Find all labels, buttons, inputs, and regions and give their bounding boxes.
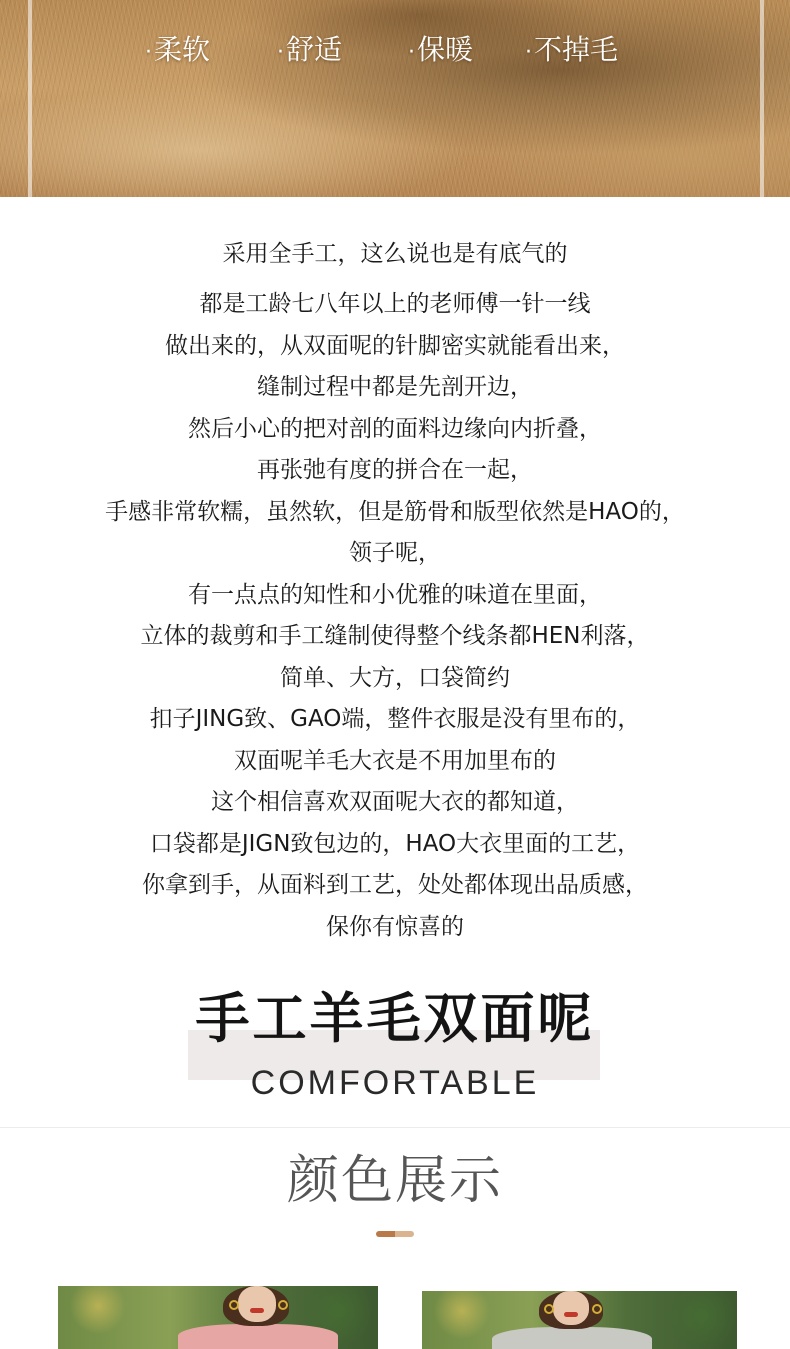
description-line: 做出来的，从双面呢的针脚密实就能看出来， [165, 332, 625, 359]
description-line: 这个相信喜欢双面呢大衣的都知道， [211, 789, 579, 815]
craft-description [0, 234, 790, 948]
description-line: 再张弛有度的拼合在一起， [257, 457, 533, 483]
earring-icon [229, 1300, 239, 1310]
feature-no-shedding [525, 28, 618, 75]
bullet-dot: · [145, 40, 152, 65]
description-line: 领子呢， [349, 540, 441, 566]
feature-label: 舒适 [286, 33, 343, 66]
description-line: 双面呢羊毛大衣是不用加里布的 [234, 747, 556, 774]
color-photo-pink[interactable] [58, 1286, 378, 1349]
color-photo-grey[interactable] [422, 1291, 737, 1349]
feature-list [0, 28, 790, 72]
section-main-title: 手工羊毛双面呢 [195, 987, 595, 1050]
pink-coat [178, 1324, 338, 1349]
feature-warm [408, 28, 473, 75]
bullet-dot: · [525, 40, 532, 65]
earring-icon [592, 1304, 602, 1314]
feature-label: 不掉毛 [534, 33, 619, 66]
bullet-dot: · [408, 40, 415, 65]
description-line: 手感非常软糯，虽然软，但是筋骨和版型依然是HAO的， [105, 498, 685, 525]
description-line: 都是工龄七八年以上的老师傅一针一线 [199, 291, 591, 317]
description-line: 有一点点的知性和小优雅的味道在里面， [188, 581, 602, 608]
grey-coat [492, 1327, 652, 1349]
section-subtitle: COMFORTABLE [250, 1064, 540, 1102]
feature-soft [145, 28, 210, 75]
description-line: 你拿到手，从面料到工艺，处处都体现出品质感， [142, 872, 648, 898]
description-line: 保你有惊喜的 [326, 913, 464, 940]
model-lips [564, 1312, 578, 1317]
description-line: 立体的裁剪和手工缝制使得整个线条都HEN利落， [140, 623, 650, 649]
model-lips [250, 1308, 264, 1313]
description-line: 然后小心的把对剖的面料边缘向内折叠， [188, 415, 602, 442]
feature-label: 柔软 [154, 33, 211, 66]
feature-label: 保暖 [417, 33, 474, 66]
fur-texture-banner [0, 0, 790, 197]
feature-comfortable [277, 28, 342, 75]
color-showcase-title: 颜色展示 [286, 1151, 503, 1211]
accent-bar-light [395, 1231, 414, 1237]
description-line: 扣子JING致、GAO端，整件衣服是没有里布的， [149, 706, 641, 732]
bullet-dot: · [277, 40, 284, 65]
earring-icon [278, 1300, 288, 1310]
accent-bar-dark [376, 1231, 395, 1237]
title-accent-bar [376, 1231, 414, 1237]
model-face [238, 1286, 276, 1322]
description-line: 缝制过程中都是先剖开边， [257, 374, 533, 400]
description-line: 口袋都是JIGN致包边的，HAO大衣里面的工艺， [149, 830, 641, 857]
description-line: 简单、大方，口袋简约 [280, 664, 510, 691]
model-face [553, 1291, 589, 1325]
description-lead: 采用全手工，这么说也是有底气的 [222, 241, 568, 267]
section-divider [0, 1127, 790, 1128]
earring-icon [544, 1304, 554, 1314]
